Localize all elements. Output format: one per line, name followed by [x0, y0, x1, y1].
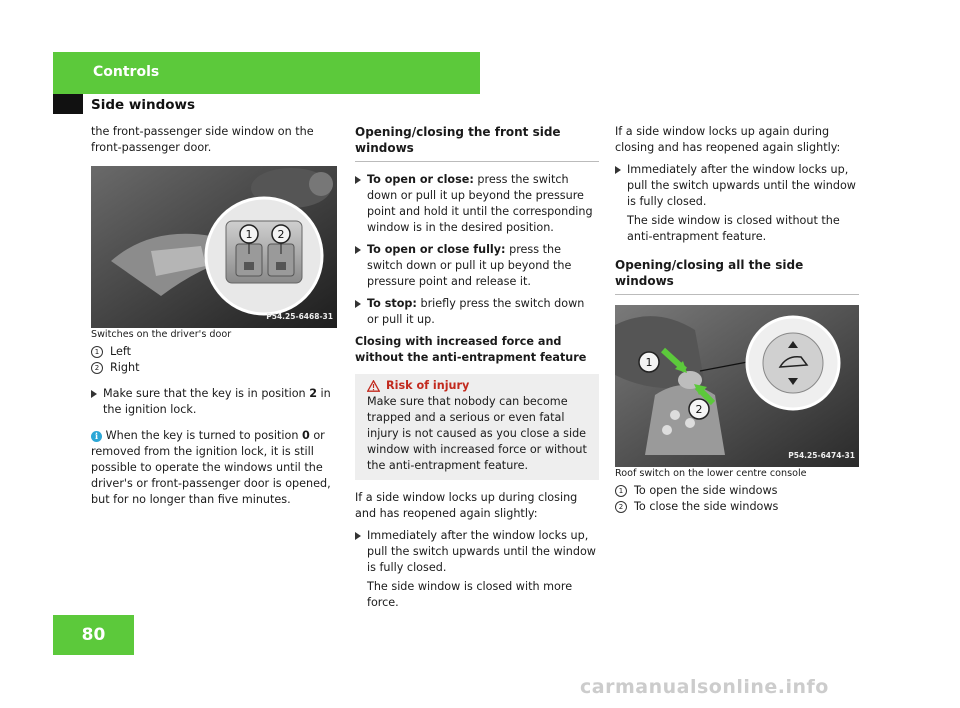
callout-2-label: 2 [277, 228, 285, 241]
section-heading: Opening/closing the front side windows [355, 124, 599, 162]
warning-text: Make sure that nobody can become trapped and a serious or even fatal injury is not caused as you close a side window with increased force or without the anti-entrapment feature. [367, 395, 587, 472]
result-text: The side window is closed without the anti-entrapment feature. [627, 214, 840, 243]
step-arrow-icon [91, 390, 97, 398]
info-icon: i [91, 431, 102, 442]
legend-label: Right [110, 361, 140, 374]
figure-caption: Switches on the driver's door [91, 329, 232, 340]
step-stop: To stop: briefly press the switch down or pull it up. [355, 296, 599, 328]
warning-box [355, 374, 599, 480]
door-switch-illustration [91, 166, 337, 328]
column-left [91, 124, 337, 508]
watermark: carmanualsonline.info [580, 676, 829, 698]
step-open-close: To open or close: press the switch down or pull it up beyond the pressure point and hold it until the corresponding window is in the desired position. [355, 172, 599, 236]
step-arrow-icon [615, 166, 621, 174]
roof-switch-photo [615, 305, 859, 467]
section-heading: Opening/closing all the side windows [615, 257, 859, 295]
callout-number: 2 [615, 501, 627, 513]
page-number: 80 [53, 615, 134, 655]
section-title: Side windows [91, 97, 196, 113]
callout-1-label: 1 [245, 228, 253, 241]
paragraph: If a side window locks up during closing and has reopened again slightly: [355, 491, 578, 520]
warning-title: Risk of injury [367, 378, 591, 394]
legend-item [615, 483, 859, 499]
callout-number: 1 [615, 485, 627, 497]
step-arrow-icon [355, 246, 361, 254]
figure-code: P54.25-6474-31 [788, 451, 855, 460]
column-middle [355, 124, 599, 611]
paragraph: If a side window locks up again during closing and has reopened again slightly: [615, 125, 841, 154]
step-ignition: Make sure that the key is in position 2 in the ignition lock. [91, 386, 337, 418]
legend-label: To open the side windows [634, 484, 778, 497]
callout-number: 2 [91, 362, 103, 374]
callout-2-label: 2 [695, 403, 703, 416]
roof-switch-illustration [615, 305, 859, 467]
callout-1-label: 1 [645, 356, 653, 369]
step-arrow-icon [355, 300, 361, 308]
intro-text: the front-passenger side window on the front-passenger door. [91, 125, 314, 154]
legend-item [615, 499, 859, 515]
legend-item [91, 360, 337, 376]
callout-number: 1 [91, 346, 103, 358]
subheading: Closing with increased force and without the anti-entrapment feature [355, 335, 587, 364]
warning-triangle-icon [367, 380, 380, 392]
figure-code: P54.25-6468-31 [266, 312, 333, 321]
figure-caption: Roof switch on the lower centre console [615, 468, 807, 479]
step-pull-up: Immediately after the window locks up, pull the switch upwards until the window is fully closed. [355, 528, 599, 576]
step-arrow-icon [355, 176, 361, 184]
chapter-title: Controls [93, 64, 160, 80]
section-marker [53, 94, 83, 114]
driver-door-switch-photo [91, 166, 337, 328]
result-text: The side window is closed with more force. [367, 580, 573, 609]
legend-label: Left [110, 345, 132, 358]
step-arrow-icon [355, 532, 361, 540]
legend-item [91, 344, 337, 360]
info-note: i When the key is turned to position 0 or removed from the ignition lock, it is still possible to operate the windows until the driver's or front-passenger door is opened, but for no longer than five minutes. [91, 429, 331, 506]
legend-label: To close the side windows [634, 500, 779, 513]
step-open-close-fully: To open or close fully: press the switch down or pull it up beyond the pressure point and release it. [355, 242, 599, 290]
column-right [615, 124, 859, 515]
step-pull-up: Immediately after the window locks up, pull the switch upwards until the window is fully closed. [615, 162, 859, 210]
